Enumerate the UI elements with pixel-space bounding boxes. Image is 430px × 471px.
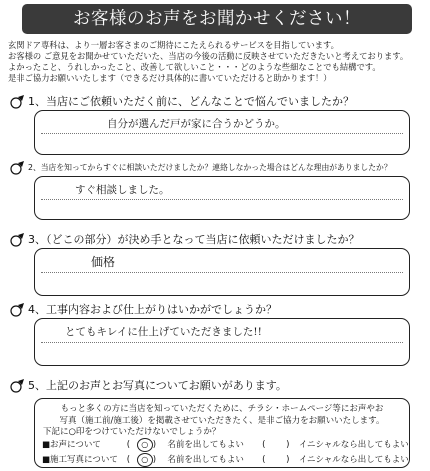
- choice-label: 名前を出してもよい: [167, 440, 244, 450]
- photo-permission-row: ■施工写真について ( ○ ) 名前を出してもよい ( ) イニシャルなら出してもよい: [42, 455, 409, 465]
- pencil-icon: [10, 232, 26, 248]
- answer-box-3: [34, 248, 410, 296]
- answer-box-4: [34, 318, 410, 366]
- choice-label: イニシャルなら出してもよい: [298, 440, 409, 450]
- choice-label: イニシャルなら出してもよい: [298, 455, 409, 465]
- question-1: [8, 94, 424, 110]
- intro-line: お客様の ご意見をお聞かせていただいた、当店の今後の活動に反映させていただきたいと考えております。: [8, 51, 409, 61]
- intro-line: 是非ご協力お願いいたします（できるだけ具体的に書いていただけると助かります！）: [8, 73, 332, 83]
- intro-line: よかったこと、うれしかったこと、改善して欲しいこと・・・どのような些細なことでも結構です。: [8, 62, 381, 72]
- ruled-line: [41, 272, 403, 273]
- question-4: [8, 302, 424, 318]
- question-label: 3、（どこの部分）が決め手となって当店に依頼いただけましたか？: [28, 233, 360, 246]
- pencil-icon: [10, 378, 26, 394]
- question-label: 1、当店にご依頼いただく前に、どんなことで悩んでいましたか？: [28, 95, 354, 108]
- ruled-line: [41, 133, 403, 134]
- option-label: ■施工写真について: [42, 455, 118, 465]
- answer-text: すぐ相談しました。: [75, 184, 170, 196]
- option-label: ■お声について: [42, 440, 101, 450]
- ruled-line: [41, 342, 403, 343]
- choice-label: 名前を出してもよい: [167, 455, 244, 465]
- answer-text: 価格: [91, 255, 116, 269]
- pencil-icon: [10, 160, 26, 176]
- ruled-line: [41, 199, 403, 200]
- request-line: 写真（施工前/施工後）を掲載させていただきたく、是非ご協力をお願いいたします。: [59, 415, 385, 426]
- answer-box-2: [34, 176, 410, 220]
- intro-text: [8, 40, 424, 84]
- question-label: 2、当店を知ってからすぐに相談いただけましたか？連絡しなかった場合はどんな理由がありましたか？: [28, 163, 392, 172]
- request-line: 下記に○印をつけていただけないでしょうか？: [43, 427, 221, 437]
- choice-mark[interactable]: ○: [137, 453, 153, 467]
- intro-line: 玄関ドア専科は、より一層お客さまのご期待にこたえられるサービスを目指しています。: [8, 40, 339, 50]
- answer-text: とてもキレイに仕上げていただきました!!: [65, 326, 262, 338]
- answer-box-1: [34, 110, 410, 155]
- question-5: [8, 378, 424, 394]
- request-line: もっと多くの方に当店を知っていただくために、チラシ・ホームページ等にお声やお: [60, 404, 384, 414]
- choice-mark[interactable]: ○: [137, 438, 153, 452]
- pencil-icon: [10, 302, 26, 318]
- question-label: 4、工事内容および仕上がりはいかがでしょうか？: [28, 303, 277, 316]
- page-title: お客様のお声をお聞かせください！: [22, 4, 412, 34]
- voice-permission-row: ■お声について ( ○ ) 名前を出してもよい ( ) イニシャルなら出してもよい: [42, 440, 409, 450]
- pencil-icon: [10, 94, 26, 110]
- answer-text: 自分が選んだ戸が家に合うかどうか。: [107, 118, 286, 130]
- question-3: [8, 232, 424, 248]
- question-label: 5、上記のお声とお写真についてお願いがあります。: [28, 379, 287, 392]
- question-2: [8, 160, 424, 176]
